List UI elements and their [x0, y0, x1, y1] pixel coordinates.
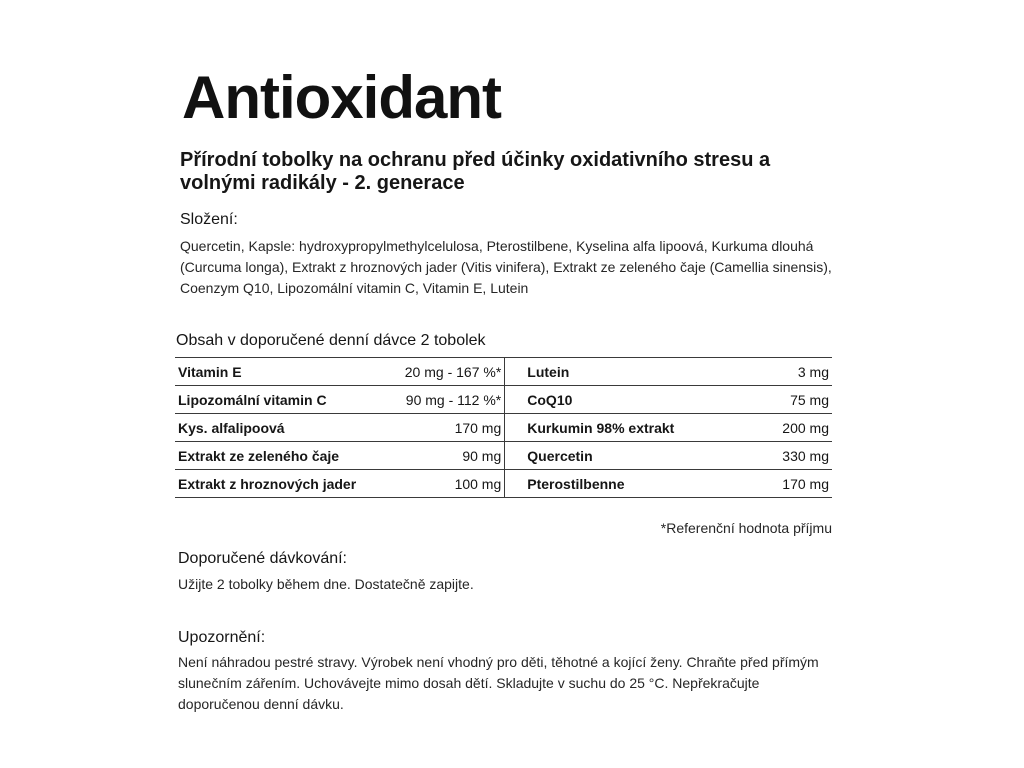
table-row	[175, 386, 832, 414]
table-row	[175, 470, 832, 498]
product-title: Antioxidant	[182, 64, 501, 131]
ingredient-name: Pterostilbenne	[505, 470, 716, 498]
table-row	[175, 414, 832, 442]
composition-heading: Složení:	[180, 211, 238, 228]
ingredient-amount: 90 mg	[383, 442, 504, 470]
dosage-text: Užijte 2 tobolky během dne. Dostatečně zapijte.	[178, 576, 474, 592]
dose-table-heading: Obsah v doporučené denní dávce 2 tobolek	[176, 332, 486, 349]
ingredient-amount: 170 mg	[383, 414, 504, 442]
ingredient-name: Extrakt z hroznových jader	[175, 470, 383, 498]
ingredient-name: Lipozomální vitamin C	[175, 386, 383, 414]
ingredient-name: Lutein	[505, 358, 716, 386]
ingredient-name: CoQ10	[505, 386, 716, 414]
ingredient-amount: 20 mg - 167 %*	[383, 358, 504, 386]
nutrition-table	[175, 357, 832, 498]
ingredient-name: Kys. alfalipoová	[175, 414, 383, 442]
ingredient-name: Vitamin E	[175, 358, 383, 386]
warning-text: Není náhradou pestré stravy. Výrobek není vhodný pro děti, těhotné a kojící ženy. Chraňte před přímým slunečním zářením. Uchovávejte mimo dosah dětí. Skladujte v suchu do 25 °C. Nepřekračujte doporučenou denní dávku.	[178, 654, 819, 712]
reference-footnote: *Referenční hodnota příjmu	[660, 520, 832, 536]
ingredient-amount: 330 mg	[716, 442, 832, 470]
ingredient-name: Extrakt ze zeleného čaje	[175, 442, 383, 470]
dosage-heading: Doporučené dávkování:	[178, 550, 347, 567]
ingredient-amount: 3 mg	[716, 358, 832, 386]
table-row	[175, 358, 832, 386]
ingredient-name: Quercetin	[505, 442, 716, 470]
product-subtitle: Přírodní tobolky na ochranu před účinky oxidativního stresu a volnými radikály - 2. generace	[180, 149, 771, 194]
ingredient-amount: 100 mg	[383, 470, 504, 498]
ingredient-amount: 200 mg	[716, 414, 832, 442]
table-row	[175, 442, 832, 470]
warning-heading: Upozornění:	[178, 629, 266, 646]
ingredient-amount: 75 mg	[716, 386, 832, 414]
ingredient-name: Kurkumin 98% extrakt	[505, 414, 716, 442]
ingredient-amount: 170 mg	[716, 470, 832, 498]
ingredient-amount: 90 mg - 112 %*	[383, 386, 504, 414]
composition-text: Quercetin, Kapsle: hydroxypropylmethylcelulosa, Pterostilbene, Kyselina alfa lipoová, Kurkuma dlouhá (Curcuma longa), Extrakt z hroznových jader (Vitis vinifera), Extrakt ze zeleného čaje (Camellia sinensis), Coenzym Q10, Lipozomální vitamin C, Vitamin E, Lutein	[180, 238, 832, 296]
